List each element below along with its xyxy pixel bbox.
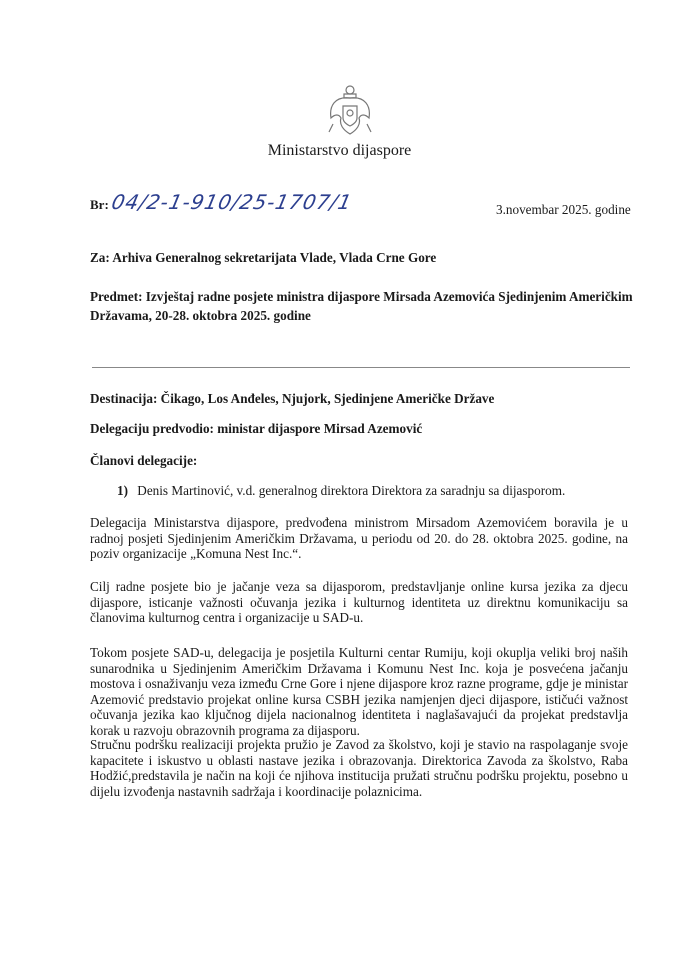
handwritten-reference: 04/2-1-910/25-1707/1 [109, 190, 355, 214]
subject [90, 289, 633, 323]
destination: Destinacija: Čikago, Los Anđeles, Njujork, Sjedinjene Američke Države [90, 391, 495, 406]
reference-label: Br: [90, 197, 109, 212]
subject-line-2: Državama, 20-28. oktobra 2025. godine [90, 307, 311, 323]
subject-line-1: Predmet: Izvještaj radne posjete ministra dijaspore Mirsada Azemovića Sjedinjenim Američkim [90, 289, 633, 304]
document-date: 3.novembar 2025. godine [496, 202, 631, 217]
recipient: Za: Arhiva Generalnog sekretarijata Vlade, Vlada Crne Gore [90, 250, 437, 265]
members-heading: Članovi delegacije: [90, 453, 198, 468]
paragraph-text: Tokom posjete SAD-u, delegacija je posjetila Kulturni centar Rumiju, koji okuplja veliki broj naših sunarodnika u Sjedinjenim Američkim Državama i Komunu Nest Inc. koja je posvećena jačanju mostova i osnaživanju veza između Crne Gore i njene dijaspore kroz razne programe, gdje je ministar Azemović predstavio projekat online kursa CSBH jezika namjenjen djeci dijaspore, ističući važnost očuvanja jezika kao ključnog dijela nacionalnog identiteta i naglašavajući da projekat predstavlja korak u razvoju obrazovnih programa za dijasporu. [90, 645, 628, 738]
ministry-name: Ministarstvo dijaspore [267, 142, 412, 159]
paragraph [90, 515, 628, 562]
member-text: Denis Martinović, v.d. generalnog direktora Direktora za saradnju sa dijasporom. [137, 483, 566, 498]
coat-of-arms-icon [325, 84, 375, 138]
reference-number [90, 190, 355, 214]
paragraph-text: Stručnu podršku realizaciji projekta pružio je Zavod za školstvo, koji je stavio na raspolaganje svoje kapacitete i iskustvo u oblasti nastave jezika i obrazovanja. Direktorica Zavoda za školstvo, Raba Hodžić,predstavila je način na koji će njihova institucija pružati stručnu podršku projektu, posebno u dijelu izvođenja nastavnih sadržaja i koordinacije polaznicima. [90, 737, 628, 799]
member-number: 1) [117, 483, 128, 498]
paragraph-text: Delegacija Ministarstva dijaspore, predvođena ministrom Mirsadom Azemovićem boravila je u radnoj posjeti Sjedinjenim Američkim Državama, u periodu od 20. do 28. oktobra 2025. godine, na poziv organizacije „Komuna Nest Inc.“. [90, 515, 628, 562]
paragraph [90, 579, 628, 626]
paragraph [90, 645, 628, 739]
member-item [117, 483, 565, 499]
paragraph-text: Cilj radne posjete bio je jačanje veza sa dijasporom, predstavljanje online kursa jezika za djecu dijaspore, isticanje važnosti očuvanja jezika i kulturnog identiteta uz direktnu komunikaciju sa članovima kulturnog centra i organizacije u SAD-u. [90, 579, 628, 626]
separator-line [92, 367, 630, 368]
delegation-leader: Delegaciju predvodio: ministar dijaspore Mirsad Azemović [90, 421, 423, 436]
paragraph [90, 737, 628, 799]
